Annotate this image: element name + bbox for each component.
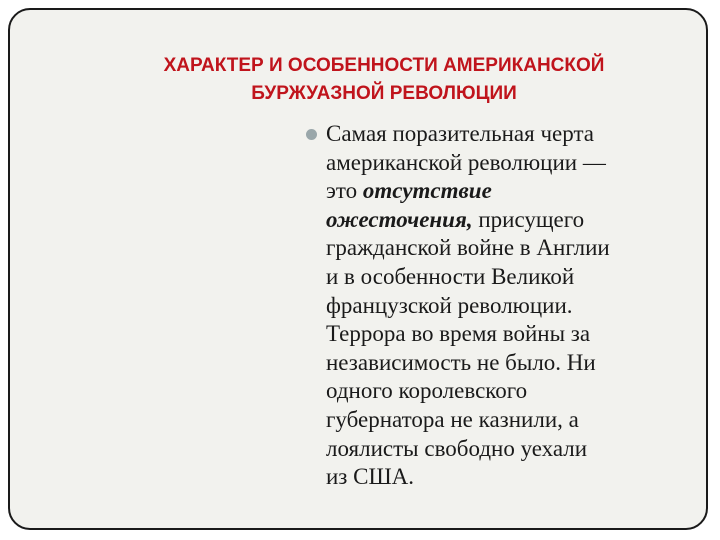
bullet-line-6: и в особенности Великой — [326, 263, 575, 289]
bullet-line-11: губернатора не казнили, а — [326, 406, 579, 432]
bullet-line-10: одного королевского — [326, 378, 528, 404]
bullet-line-7: французской революции. — [326, 292, 573, 318]
bullet-list-item — [306, 120, 686, 492]
bullet-line-1: Самая поразительная черта — [326, 121, 594, 146]
slide — [8, 8, 708, 530]
bullet-line-5: гражданской войне в Англии — [326, 235, 610, 261]
bullet-text — [326, 120, 686, 492]
bullet-dot-icon — [306, 129, 317, 140]
bullet-line-2: американской революции — — [326, 149, 606, 175]
bullet-line-4 — [326, 206, 686, 235]
slide-title — [70, 52, 698, 108]
title-line-2: БУРЖУАЗНОЙ РЕВОЛЮЦИИ — [251, 83, 517, 104]
bullet-line-13: из США. — [326, 464, 415, 490]
bullet-line-3-plain: это — [326, 178, 363, 204]
emphasis-bitterness: ожесточения, — [326, 206, 473, 232]
bullet-line-12: лоялисты свободно уехали — [326, 435, 588, 461]
bullet-line-8: Террора во время войны за — [326, 321, 591, 347]
emphasis-absence: отсутствие — [362, 178, 492, 204]
bullet-line-9: независимость не было. Ни — [326, 349, 596, 375]
bullet-line-3 — [326, 177, 686, 206]
bullet-line-4-plain: присущего — [472, 206, 585, 232]
title-line-1: ХАРАКТЕР И ОСОБЕННОСТИ АМЕРИКАНСКОЙ — [163, 55, 605, 76]
